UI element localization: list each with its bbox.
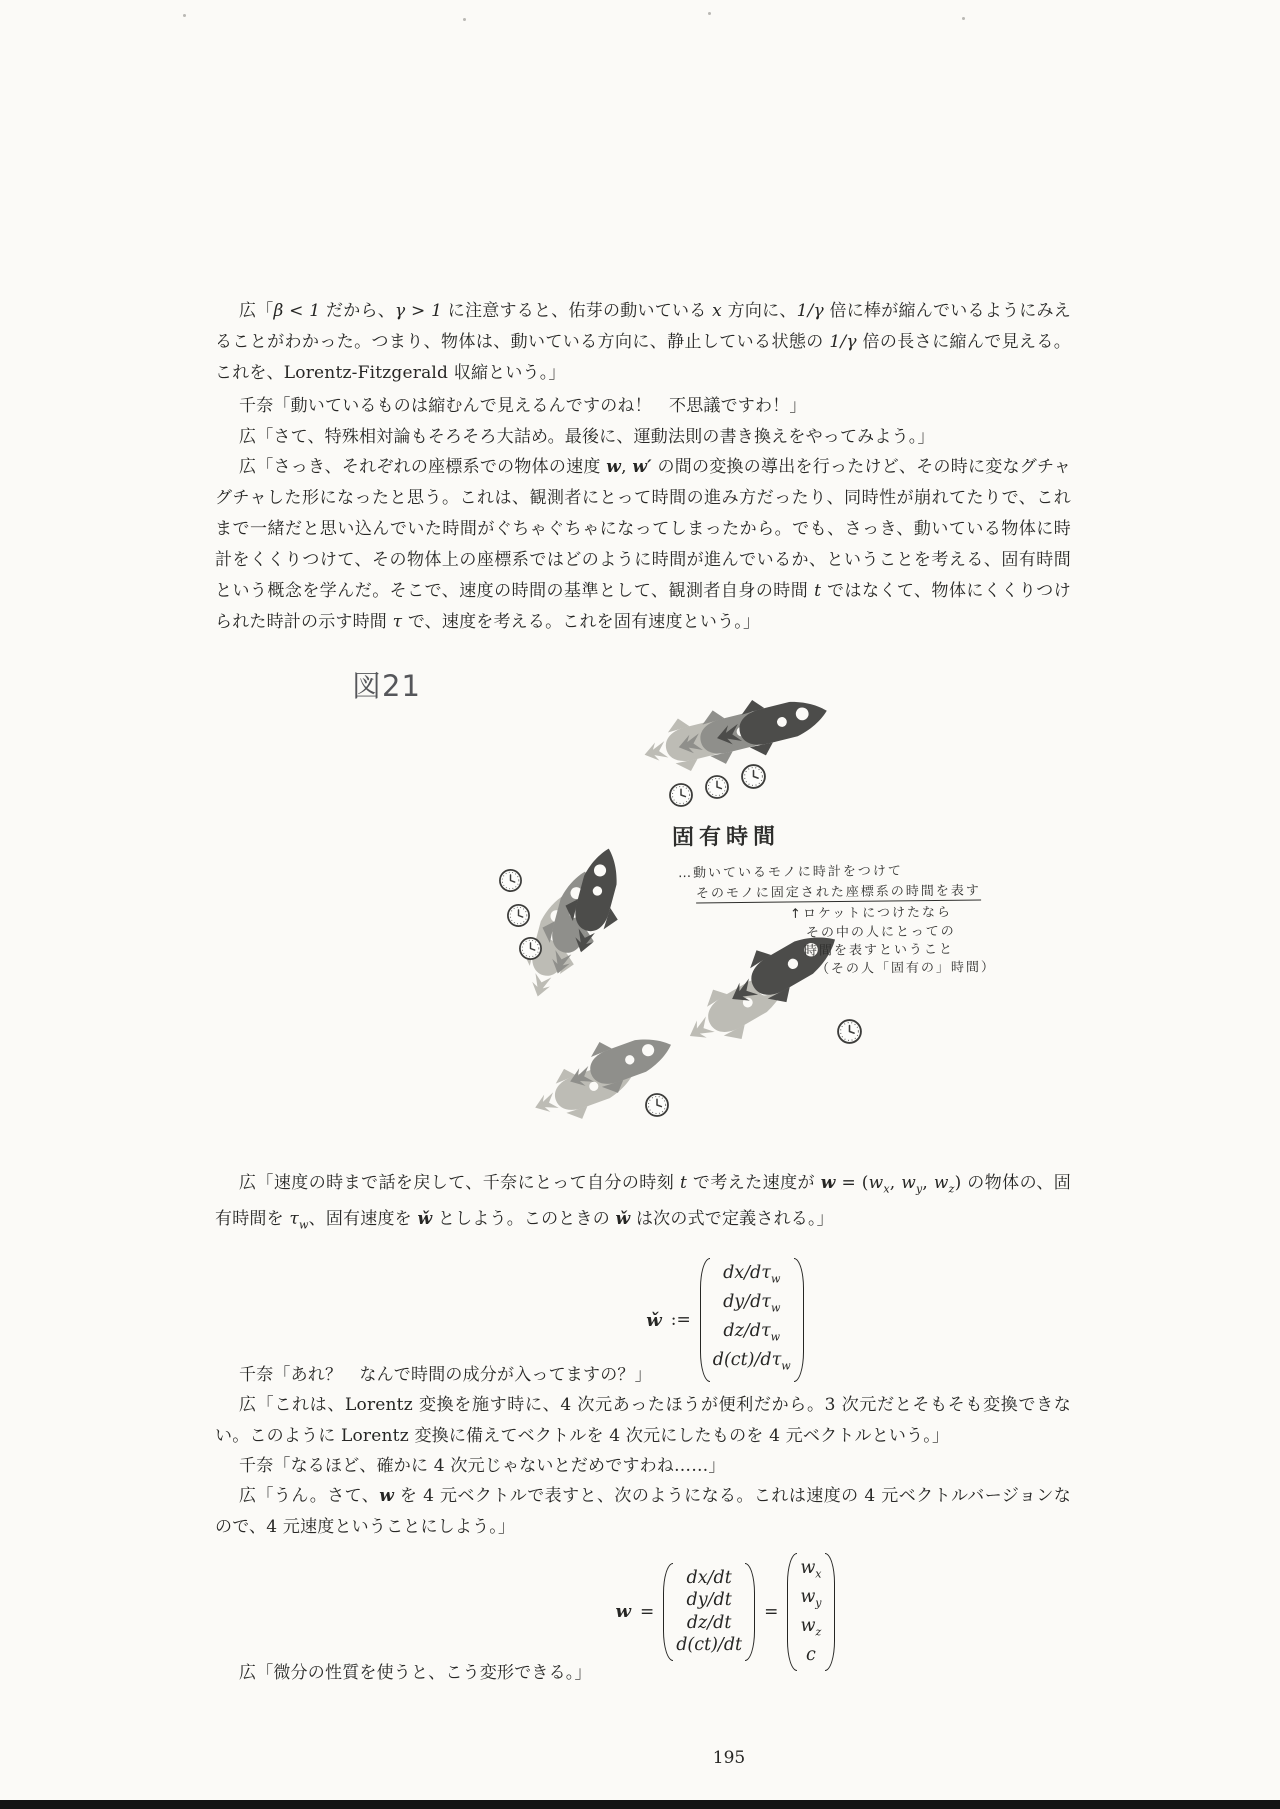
rocket-bottom [526, 1019, 680, 1130]
figure-annotation: ↑ロケットにつけたなら [789, 905, 953, 922]
matrix-row: $w_z$ [800, 1616, 822, 1639]
dialogue-hiro-derivative: 広「微分の性質を使うと、こう変形できる。」 [239, 1663, 592, 1683]
figure-label: 図21 [352, 669, 421, 703]
matrix-row: $d(ct)/d\tau_w$ [712, 1350, 791, 1373]
clock-icon [500, 870, 521, 891]
rocket-cluster-top [638, 690, 834, 806]
formula-relation: = [764, 1601, 779, 1622]
matrix-row: d(ct)/dt [676, 1635, 743, 1656]
dialogue-china-four-dim: 千奈「なるほど、確かに 4 次元じゃないとだめですわね……」 [239, 1456, 726, 1476]
formula-four-velocity [215, 1553, 1071, 1671]
scan-speck [708, 12, 711, 15]
scan-speck [183, 14, 186, 17]
matrix-row: $w_x$ [800, 1558, 822, 1581]
matrix-row: c [806, 1645, 816, 1665]
page-number: 195 [712, 1748, 746, 1768]
figure-annotation: …動いているモノに時計をつけて [677, 863, 903, 882]
clock-icon [508, 905, 529, 926]
rocket-vertical-left [500, 842, 635, 1004]
dialogue-hiro-four-velocity: 広「うん。さて、w を 4 元ベクトルで表すと、次のようになる。これは速度の 4 元ベクトルバージョンなので、4 元速度ということにしよう。」 [215, 1486, 1071, 1537]
dialogue-china-shrink: 千奈「動いているものは縮むんで見えるんですのね！ 不思議ですわ！」 [239, 396, 807, 416]
dialogue-hiro-final-topic: 広「さて、特殊相対論もそろそろ大詰め。最後に、運動法則の書き換えをやってみよう。」 [239, 427, 935, 447]
scan-edge-strip [0, 1800, 1280, 1809]
matrix-row: dz/dt [686, 1612, 732, 1633]
figure-caption-title: 固有時間 [671, 824, 781, 851]
scan-speck [463, 18, 466, 21]
formula-relation: := [670, 1310, 691, 1330]
figure-annotation: その中の人にとっての [805, 924, 956, 941]
dialogue-hiro-four-vector: 広「これは、Lorentz 変換を施す時に、4 次元あったほうが便利だから。3 次元だとそもそも変換できない。このように Lorentz 変換に備えてベクトルを 4 次元にしたものを 4 元ベクトルという。」 [215, 1395, 1071, 1446]
figure-annotation: （その人「固有の」時間） [815, 960, 997, 977]
scan-speck [962, 17, 965, 20]
matrix-row: dy/dt [686, 1590, 732, 1611]
formula-lhs: w [615, 1601, 631, 1623]
clock-icon [838, 1020, 861, 1043]
clock-icon [706, 776, 728, 798]
figure-annotation: そのモノに固定された座標系の時間を表す [696, 880, 981, 904]
matrix-row: dx/dt [686, 1567, 732, 1588]
dialogue-hiro-proper-time: 広「さっき、それぞれの座標系での物体の速度 w, w′ の間の変換の導出を行ったけど、その時に変なグチャグチャした形になったと思う。これは、観測者にとって時間の進み方だったり、同時性が崩れてたりで、これまで一緒だと思い込んでいた時間がぐちゃぐちゃになってしまったから。でも、さっき、動いている物体に時計をくくりつけて、その物体上の座標系ではどのように時間が進んでいるか、ということを考える、固有時間という概念を学んだ。そこで、速度の時間の基準として、観測者自身の時間 t ではなくて、物体にくくりつけられた時計の示す時間 τ で、速度を考える。これを固有速度という。」 [215, 457, 1071, 632]
clock-icon [646, 1094, 668, 1116]
clock-icon [520, 938, 541, 959]
formula-relation: = [639, 1601, 655, 1622]
clock-icon [670, 784, 692, 806]
dialogue-china-time-component: 千奈「あれ？ なんで時間の成分が入ってますの？」 [239, 1365, 652, 1385]
dialogue-hiro-lorentz-contraction: 広「β < 1 だから、γ > 1 に注意すると、佑芽の動いている x 方向に、1/γ 倍に棒が縮んでいるようにみえることがわかった。つまり、物体は、動いている方向に、静止している状態の 1/γ 倍の長さに縮んで見える。これを、Lorentz-Fitzgerald 収縮という。」 [215, 301, 1071, 383]
matrix-row: $w_y$ [800, 1587, 822, 1610]
clock-icon [742, 765, 765, 788]
formula-lhs: w̌ [646, 1309, 662, 1331]
figure-annotation: 時間を表すということ [803, 942, 955, 959]
column-vector [663, 1563, 755, 1661]
matrix-row: $dx/d\tau_w$ [723, 1263, 781, 1286]
column-vector [787, 1553, 834, 1671]
dialogue-hiro-proper-velocity-def: 広「速度の時まで話を戻して、千奈にとって自分の時刻 t で考えた速度が $w = (w_x$, $w_y$, $w_z$) の物体の、固有時間を $\tau_w$、固有速度を w̌ としよう。このときの w̌ は次の式で定義される。」 [215, 1173, 1071, 1232]
matrix-row: $dy/d\tau_w$ [723, 1292, 781, 1315]
figure-rockets-illustration [440, 690, 1080, 1130]
matrix-row: $dz/d\tau_w$ [723, 1321, 781, 1344]
